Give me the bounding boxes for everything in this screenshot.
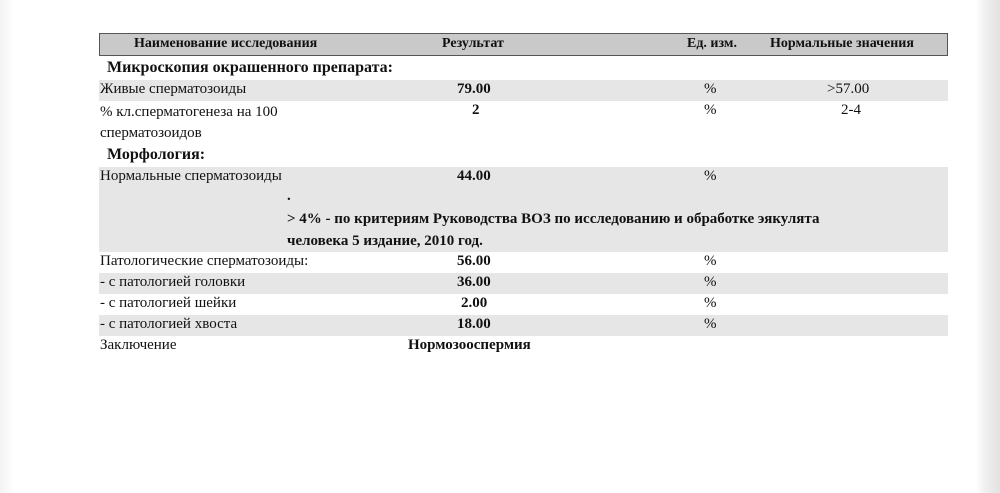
row-name: - с патологией хвоста [100, 316, 238, 332]
table-row-neck [99, 294, 948, 315]
section-microscopy [99, 56, 948, 80]
row-result: 79.00 [457, 81, 491, 97]
row-norm: >57.00 [827, 81, 870, 97]
row-unit: % [704, 102, 717, 118]
row-result: 2.00 [461, 295, 488, 311]
conclusion-label: Заключение [100, 337, 177, 353]
table-row-conclusion [99, 336, 948, 357]
table-row-normal [99, 167, 948, 188]
row-unit: % [704, 295, 717, 311]
page-edge-shadow-left [0, 0, 14, 493]
table-row-tail [99, 315, 948, 336]
section-title: Микроскопия окрашенного препарата: [107, 59, 393, 76]
note-dot: . [287, 188, 291, 204]
row-result: 18.00 [457, 316, 491, 332]
row-result: 36.00 [457, 274, 491, 290]
header-norm: Нормальные значения [770, 36, 914, 51]
semen-analysis-table [99, 33, 948, 357]
section-title: Морфология: [107, 146, 206, 163]
row-result: 44.00 [457, 168, 491, 184]
section-morphology [99, 143, 948, 167]
row-result: 56.00 [457, 253, 491, 269]
table-row-live [99, 80, 948, 101]
row-name: Патологические сперматозоиды: [100, 253, 309, 269]
row-norm: 2-4 [841, 102, 861, 118]
header-result: Результат [442, 36, 504, 51]
who-criteria-note [99, 188, 948, 252]
row-result: 2 [472, 102, 480, 118]
table-row-spermatogenesis [99, 101, 948, 143]
table-row-pathological [99, 252, 948, 273]
row-name: Нормальные сперматозоиды [100, 168, 282, 184]
row-name: Живые сперматозоиды [100, 81, 247, 97]
table-header [99, 33, 948, 56]
row-name: % кл.сперматогенеза на 100 сперматозоидов [100, 104, 278, 141]
conclusion-value: Нормозооспермия [408, 337, 531, 353]
note-text: > 4% - по критериям Руководства ВОЗ по исследованию и обработке эякулята человека 5 издание, 2010 год. [287, 211, 820, 249]
page-edge-shadow-right [976, 0, 1000, 493]
row-unit: % [704, 253, 717, 269]
row-unit: % [704, 81, 717, 97]
row-unit: % [704, 316, 717, 332]
table-row-head [99, 273, 948, 294]
header-name: Наименование исследования [134, 36, 318, 51]
row-unit: % [704, 168, 717, 184]
row-name: - с патологией головки [100, 274, 246, 290]
header-unit: Ед. изм. [687, 36, 737, 51]
row-name: - с патологией шейки [100, 295, 237, 311]
row-unit: % [704, 274, 717, 290]
